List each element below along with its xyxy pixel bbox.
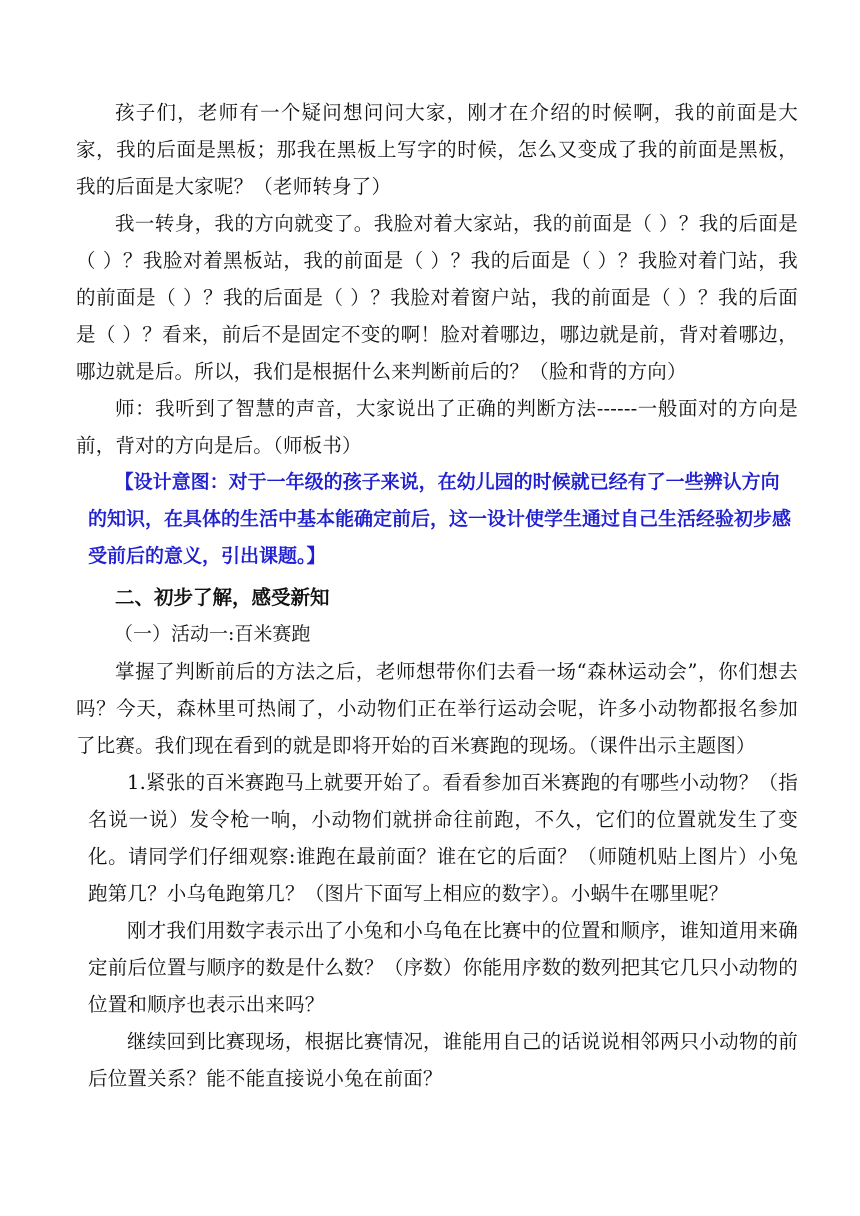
paragraph-teacher-summary: 师：我听到了智慧的声音，大家说出了正确的判断方法------一般面对的方向是前，背对的方向是后。（师板书） — [76, 397, 798, 457]
paragraph-ordinal-numbers: 刚才我们用数字表示出了小兔和小乌龟在比赛中的位置和顺序，谁知道用来确定前后位置与顺序的数是什么数？（序数）你能用序数的数列把其它几只小动物的位置和顺序也表示出来吗？ — [88, 919, 798, 1016]
section-title: 二、初步了解，感受新知 — [115, 586, 330, 609]
paragraph-adjacent-positions: 继续回到比赛现场，根据比赛情况，谁能用自己的话说说相邻两只小动物的前后位置关系？能不能直接说小兔在前面？ — [88, 1030, 798, 1090]
paragraph-forest-games: 掌握了判断前后的方法之后，老师想带你们去看一场“森林运动会”，你们想去吗？今天，森林里可热闹了，小动物们正在举行运动会呢，许多小动物都报名参加了比赛。我们现在看到的就是即将开始的百米赛跑的现场。（课件出示主题图） — [76, 660, 798, 757]
design-intent-note — [76, 464, 798, 575]
design-intent-text: 【设计意图：对于一年级的孩子来说，在幼儿园的时候就已经有了一些辨认方向的知识，在具体的生活中基本能确定前后，这一设计使学生通过自己生活经验初步感受前后的意义，引出课题。】 — [88, 471, 792, 567]
paragraph-intro-question: 孩子们，老师有一个疑问想问问大家，刚才在介绍的时候啊，我的前面是大家，我的后面是黑板；那我在黑板上写字的时候，怎么又变成了我的前面是黑板，我的后面是大家呢？（老师转身了） — [76, 101, 798, 198]
paragraph-race-observation: 1.紧张的百米赛跑马上就要开始了。看看参加百米赛跑的有哪些小动物？（指名说一说）发令枪一响，小动物们就拼命往前跑，不久，它们的位置就发生了变化。请同学们仔细观察:谁跑在最前面？谁在它的后面？（师随机贴上图片）小兔跑第几？小乌龟跑第几？（图片下面写上相应的数字）。小蜗牛在哪里呢？ — [88, 771, 798, 905]
paragraph-turning-direction: 我一转身，我的方向就变了。我脸对着大家站，我的前面是（ ）？我的后面是（ ）？我脸对着黑板站，我的前面是（ ）？我的后面是（ ）？我脸对着门站，我的前面是（ ）？我的后面是（ ）？我脸对着窗户站，我的前面是（ ）？我的后面是（ ）？看来，前后不是固定不变的啊！脸对着哪边，哪边就是前，背对着哪边，哪边就是后。所以，我们是根据什么来判断前后的？（脸和背的方向） — [76, 212, 798, 383]
activity-title: （一）活动一:百米赛跑 — [114, 623, 311, 645]
